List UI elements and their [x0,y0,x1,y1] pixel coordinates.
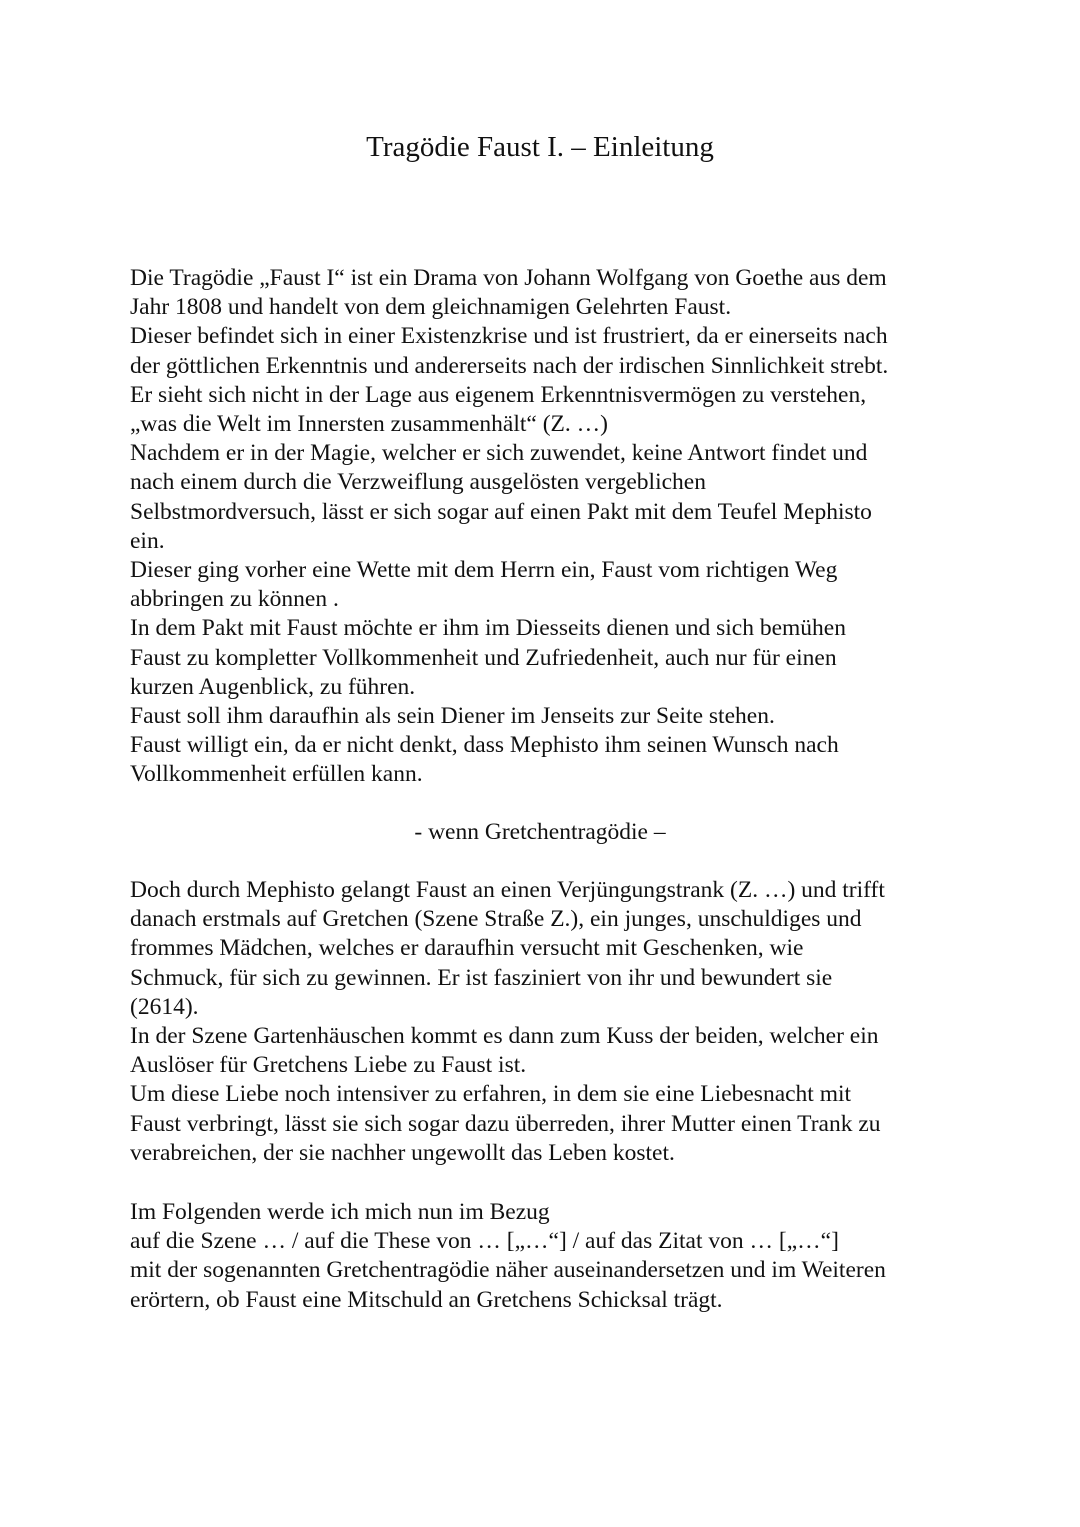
text-line: Schmuck, für sich zu gewinnen. Er ist fasziniert von ihr und bewundert sie [130,964,833,991]
text-line: Um diese Liebe noch intensiver zu erfahren, in dem sie eine Liebesnacht mit [130,1081,852,1108]
text-line: Selbstmordversuch, lässt er sich sogar auf einen Pakt mit dem Teufel Mephisto [130,498,872,525]
text-line: danach erstmals auf Gretchen (Szene Straße Z.), ein junges, unschuldiges und [130,906,862,933]
text-line: Faust willigt ein, da er nicht denkt, dass Mephisto ihm seinen Wunsch nach [130,732,839,759]
intro-paragraph [130,264,960,790]
text-line: nach einem durch die Verzweiflung ausgelösten vergeblichen [130,469,706,496]
text-line: „was die Welt im Innersten zusammenhält“ (Z. …) [130,411,608,438]
text-line: Dieser ging vorher eine Wette mit dem Herrn ein, Faust vom richtigen Weg [130,557,838,584]
text-line: In dem Pakt mit Faust möchte er ihm im Diesseits dienen und sich bemühen [130,615,846,642]
text-line: Doch durch Mephisto gelangt Faust an einen Verjüngungstrank (Z. …) und trifft [130,877,885,903]
text-line: Nachdem er in der Magie, welcher er sich zuwendet, keine Antwort findet und [130,440,868,467]
text-line: Dieser befindet sich in einer Existenzkrise und ist frustriert, da er einerseits nach [130,323,888,350]
page-title: Tragödie Faust I. – Einleitung [366,131,714,163]
text-line: Auslöser für Gretchens Liebe zu Faust ist. [130,1052,527,1079]
text-line: verabreichen, der sie nachher ungewollt das Leben kostet. [130,1139,675,1166]
text-line: Faust verbringt, lässt sie sich sogar dazu überreden, ihrer Mutter einen Trank zu [130,1110,881,1137]
text-line: In der Szene Gartenhäuschen kommt es dann zum Kuss der beiden, welcher ein [130,1023,879,1050]
text-line: auf die Szene … / auf die These von … [„…“] / auf das Zitat von … [„…“] [130,1228,839,1255]
section-subheading: - wenn Gretchentragödie – [414,819,666,845]
text-line: Faust soll ihm daraufhin als sein Diener im Jenseits zur Seite stehen. [130,703,775,730]
text-line: abbringen zu können . [130,586,339,613]
text-line: erörtern, ob Faust eine Mitschuld an Gretchens Schicksal trägt. [130,1286,723,1313]
text-line: Faust zu kompletter Vollkommenheit und Zufriedenheit, auch nur für einen [130,644,837,671]
text-line: Er sieht sich nicht in der Lage aus eigenem Erkenntnisvermögen zu verstehen, [130,381,867,408]
text-line: Jahr 1808 und handelt von dem gleichnamigen Gelehrten Faust. [130,294,732,321]
text-line: Vollkommenheit erfüllen kann. [130,761,423,788]
text-line: Im Folgenden werde ich mich nun im Bezug [130,1199,550,1225]
text-line: frommes Mädchen, welches er daraufhin versucht mit Geschenken, wie [130,935,804,962]
text-line: ein. [130,527,165,554]
text-line: kurzen Augenblick, zu führen. [130,673,416,700]
gretchen-paragraph [130,876,960,1168]
closing-paragraph [130,1198,960,1315]
text-line: der göttlichen Erkenntnis und andererseits nach der irdischen Sinnlichkeit strebt. [130,352,889,379]
text-line: (2614). [130,993,199,1020]
text-line: Die Tragödie „Faust I“ ist ein Drama von Johann Wolfgang von Goethe aus dem [130,265,887,291]
text-line: mit der sogenannten Gretchentragödie näher auseinandersetzen und im Weiteren [130,1257,886,1284]
